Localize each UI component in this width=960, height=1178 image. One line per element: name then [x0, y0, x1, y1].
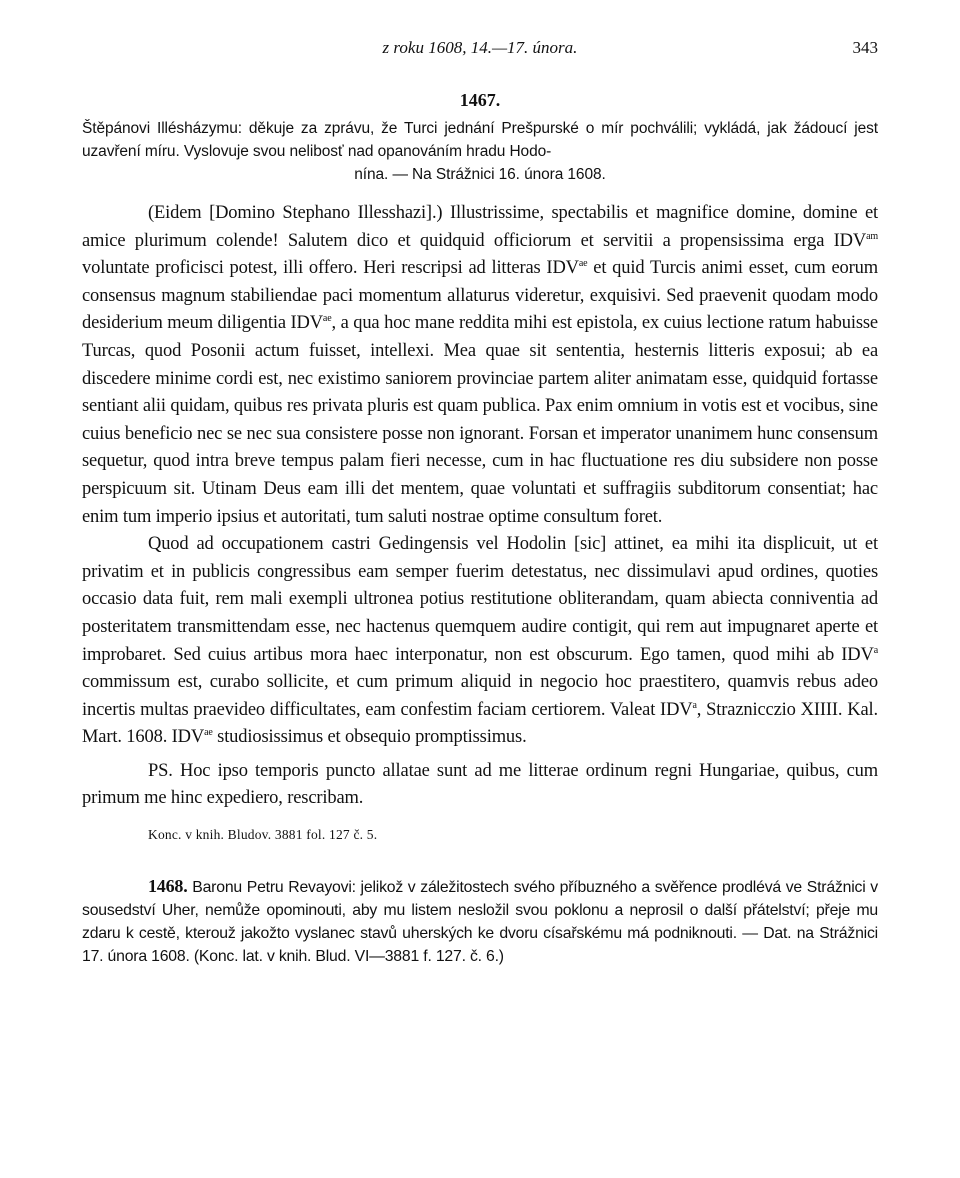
page-number: 343	[852, 38, 878, 57]
letter-body	[82, 200, 878, 813]
text-run: Quod ad occupationem castri Gedingensis vel Hodolin [sic] attinet, ea mihi ita displicuit, ut et privatim et in publicis congressibus eam semper fuerim detestatus, nec dissimulavi apud ordines, quoties occasio data fuit, rem mali exempli ultronea potius restitutione obliterandam, quam abiecta conniventia ad posteritatem transmittendam esse, nec hactenus quemquem audire contigit, qui rem aut impugnaret aperte et improbaret. Sed cuius artibus mora haec interponatur, non est obscurum. Ego tamen, quod mihi ab IDV	[82, 534, 878, 665]
running-title: z roku 1608, 14.—17. února.	[382, 38, 578, 57]
entry-text: Baronu Petru Revayovi: jelikož v záležitostech svého příbuzného a svěřence prodlévá ve Strážnici v sousedství Uher, nemůže opominouti, aby mu listem nesložil svou poklonu a neprosil o další přátelství; přeje mu zdaru k cestě, kterouž jakožto vyslanec stavů uherských ke dvoru císařskému má podniknouti. — Dat. na Strážnici 17. února 1608. (Konc. lat. v knih. Blud. VI—3881 f. 127. č. 6.)	[82, 879, 878, 966]
regest-date-line: nína. — Na Strážnici 16. února 1608.	[354, 166, 606, 183]
text-run: , Straznicczio XIIII. Kal. Mart. 1608. IDV	[82, 699, 878, 748]
document-number: 1468.	[148, 876, 188, 897]
letter-paragraph	[82, 200, 878, 531]
document-entry-1468	[82, 875, 878, 968]
text-run: voluntate proficisci potest, illi offero. Heri rescripsi ad litteras IDV	[82, 258, 579, 279]
superscript: ae	[204, 727, 213, 739]
superscript: am	[866, 230, 878, 242]
superscript: ae	[578, 258, 588, 270]
postscript: PS. Hoc ipso temporis puncto allatae sunt ad me litterae ordinum regni Hungariae, quibus, cum primum me hinc expediero, rescribam.	[82, 760, 878, 809]
text-run: et quid Turcis animi esset, cum eorum consensus magnum stabiliendae paci momentum allaturus videretur, exquisivi. Sed praevenit quodam modo desiderium meum diligentia IDV	[82, 258, 878, 334]
source-note: Konc. v knih. Bludov. 3881 fol. 127 č. 5.	[148, 827, 378, 843]
superscript: a	[873, 644, 878, 656]
document-number: 1467.	[459, 90, 501, 110]
superscript: ae	[322, 313, 332, 325]
page-header	[82, 38, 878, 66]
document-regest	[82, 117, 878, 186]
regest-text: Štěpánovi Illésházymu: děkuje za zprávu, že Turci jednání Prešpurské o mír pochválili; vykládá, jak žádoucí jest uzavření míru. Vyslovuje svou nelibosť nad opanováním hradu Hodo-	[82, 120, 878, 160]
text-run: , a qua hoc mane reddita mihi est epistola, ex cuius lectione ratum habuisse Turcas, quod Posonii actum fuisset, intellexi. Mea quae sit sententia, hesternis litteris exposui; ab ea discedere minime cordi est, nec existimo saniorem provinciae partem aliter animatam esse, quidquid fortasse sentiant alii quidam, quibus res privata pluris est quam publica. Pax enim omnium in votis est et vocibus, sine cuius beneficio nec se nec sua consistere posse non ignorant. Forsan et imperator unanimem hunc consensum sequetur, quod intra breve tempus palam fieri necesse, cum in hac fluctuatione res diu subsidere non posse perspicuum sit. Utinam Deus eam illi det mentem, quae voluntati et suffragiis subditorum consentiat; hac enim tum imperio ipsius et autoritati, tum saluti nostrae optime consultum foret.	[82, 313, 878, 527]
text-run: studiosissimus et obsequio promptissimus.	[212, 727, 527, 748]
letter-paragraph	[82, 531, 878, 752]
text-run: (Eidem [Domino Stephano Illesshazi].) Illustrissime, spectabilis et magnifice domine, domine et amice plurimum colende! Salutem dico et quidquid officiorum et servitii a propensissima erga IDV	[82, 203, 878, 251]
text-run: commissum est, curabo sollicite, et cum primum aliquid in negocio hoc praestitero, quamvis rebus adeo incertis multas praevideo difficultates, eam confestim faciam certiorem. Valeat IDV	[82, 672, 878, 720]
document-page	[82, 38, 878, 968]
superscript: a	[692, 699, 697, 711]
